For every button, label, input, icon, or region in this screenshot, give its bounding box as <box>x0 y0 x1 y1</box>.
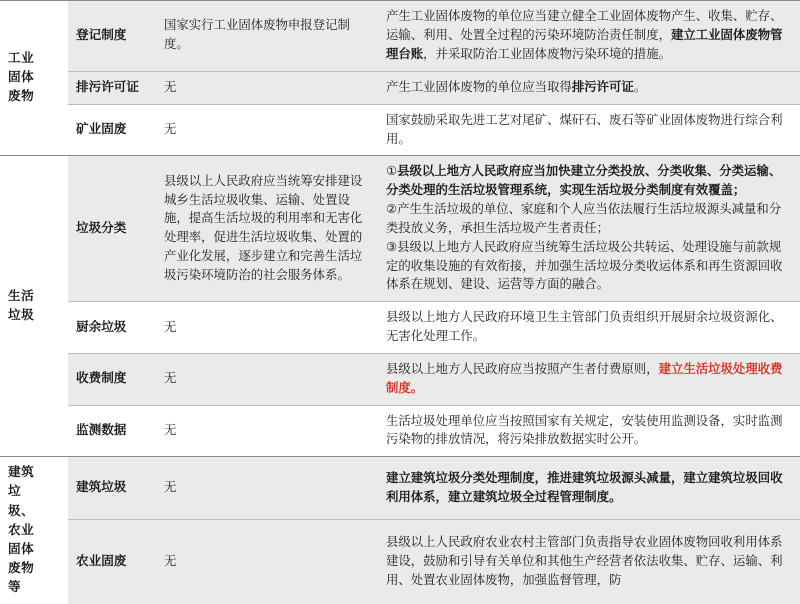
old-provision-cell: 无 <box>156 71 378 104</box>
old-provision-cell: 无 <box>156 457 378 520</box>
table-row <box>0 71 800 104</box>
provision-cell <box>378 1 800 72</box>
item-cell: 垃圾分类 <box>68 156 156 302</box>
provision-cell <box>378 156 800 302</box>
table-row <box>0 104 800 156</box>
provision-text: 建立工业固体废物管理台账 <box>386 28 783 61</box>
provision-cell <box>378 457 800 520</box>
item-cell: 排污许可证 <box>68 71 156 104</box>
item-cell: 农业固废 <box>68 519 156 604</box>
provision-text: ②产生生活垃圾的单位、家庭和个人应当依法履行生活垃圾源头减量和分类投放义务，承担生活垃圾产生者责任； <box>386 202 781 235</box>
table-row <box>0 457 800 520</box>
category-cell <box>0 1 68 156</box>
item-cell: 监测数据 <box>68 405 156 457</box>
provision-text: 国家鼓励采取先进工艺对尾矿、煤矸石、废石等矿业固体废物进行综合利用。 <box>386 113 783 146</box>
provision-text: ③县级以上地方人民政府应当统筹生活垃圾公共转运、处理设施与前款规定的收集设施的有效衔接，并加强生活垃圾分类收运体系和再生资源回收体系在规划、建设、运营等方面的融合。 <box>386 240 783 292</box>
provision-text: 县级以上地方人民政府应当加快建立分类投放、分类收集、分类运输、分类处理的生活垃圾管理系统，实现生活垃圾分类制度有效覆盖； <box>386 164 781 197</box>
item-cell: 矿业固废 <box>68 104 156 156</box>
table-row <box>0 405 800 457</box>
old-provision-cell: 无 <box>156 302 378 354</box>
provision-text: 排污许可证 <box>572 80 634 94</box>
item-cell: 登记制度 <box>68 1 156 72</box>
provision-text: 产生工业固体废物的单位应当取得 <box>386 80 572 94</box>
provision-text: 建立建筑垃圾分类处理制度，推进建筑垃圾源头减量，建立建筑垃圾回收利用体系， <box>386 471 783 504</box>
old-provision-cell: 县级以上人民政府应当统筹安排建设城乡生活垃圾收集、运输、处置设施，提高生活垃圾的利用率和无害化处理率，促进生活垃圾收集、处置的产业化发展，逐步建立和完善生活垃圾污染环境防治的社会服务体系。 <box>156 156 378 302</box>
table-row <box>0 156 800 302</box>
provision-cell <box>378 104 800 156</box>
provision-text: 县级以上地方人民政府应当按照产生者付费原则， <box>386 362 659 376</box>
category-cell <box>0 156 68 457</box>
table-row <box>0 353 800 405</box>
table-body <box>0 1 800 604</box>
item-cell: 收费制度 <box>68 353 156 405</box>
provision-cell <box>378 71 800 104</box>
provision-cell <box>378 405 800 457</box>
table-row <box>0 302 800 354</box>
provision-text: 县级以上人民政府农业农村主管部门负责指导农业固体废物回收利用体系建设，鼓励和引导有关单位和其他生产经营者依法收集、贮存、运输、利用、处置农业固体废物，加强监督管理，防 <box>386 535 783 587</box>
category-label: 生活垃圾 <box>8 287 36 325</box>
provision-cell <box>378 302 800 354</box>
provision-cell <box>378 353 800 405</box>
category-cell <box>0 457 68 604</box>
table-row <box>0 519 800 604</box>
item-cell: 厨余垃圾 <box>68 302 156 354</box>
provision-text: 产生工业固体废物的单位应当建立健全工业固体废物产生、收集、贮存、运输、利用、处置全过程的污染环境防治责任制度， <box>386 9 783 42</box>
provision-cell <box>378 519 800 604</box>
category-label: 建筑垃圾、农业固体废物等 <box>8 463 36 597</box>
item-cell: 建筑垃圾 <box>68 457 156 520</box>
category-label: 工业固体废物 <box>8 49 36 106</box>
provision-text: 生活垃圾处理单位应当按照国家有关规定，安装使用监测设备，实时监测污染物的排放情况，将污染排放数据实时公开。 <box>386 414 783 447</box>
provision-text: 。 <box>634 80 646 94</box>
old-provision-cell: 无 <box>156 104 378 156</box>
provision-text: ① <box>386 164 397 178</box>
old-provision-cell: 无 <box>156 519 378 604</box>
old-provision-cell: 无 <box>156 353 378 405</box>
old-provision-cell: 无 <box>156 405 378 457</box>
provision-text: ，并采取防治工业固体废物污染环境的措施。 <box>423 47 671 61</box>
old-provision-cell: 国家实行工业固体废物申报登记制度。 <box>156 1 378 72</box>
provision-text: 建立生活垃圾处理收费制度。 <box>386 362 783 395</box>
provision-text: 县级以上地方人民政府环境卫生主管部门负责组织开展厨余垃圾资源化、无害化处理工作。 <box>386 310 783 343</box>
table-row <box>0 1 800 72</box>
provision-text: 建立建筑垃圾全过程管理制度。 <box>448 490 621 504</box>
